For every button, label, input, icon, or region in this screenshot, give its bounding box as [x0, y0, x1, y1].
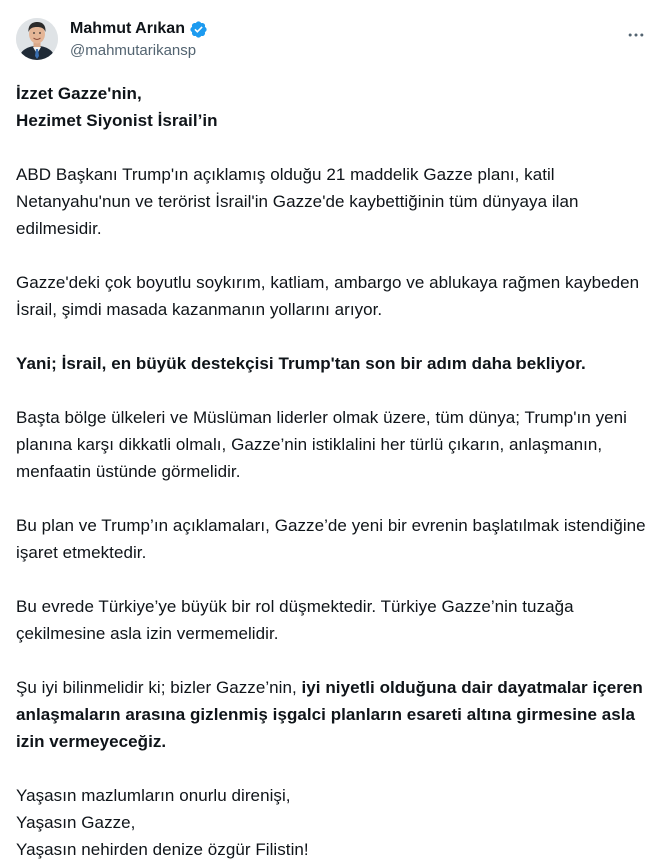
closing: [16, 782, 655, 863]
avatar[interactable]: [16, 18, 58, 60]
display-name[interactable]: Mahmut Arıkan: [70, 20, 185, 37]
paragraph-5: Bu plan ve Trump’ın açıklamaları, Gazze’de yeni bir evrenin başlatılmak istendiğine işaret etmektedir.: [16, 516, 646, 562]
paragraph-7: [16, 674, 655, 755]
paragraph-7-normal: Şu iyi bilinmelidir ki; bizler Gazze’nin,: [16, 678, 302, 697]
paragraph-4: Başta bölge ülkeleri ve Müslüman liderler olmak üzere, tüm dünya; Trump'ın yeni planına karşı dikkatli olmalı, Gazze’nin istiklalini her türlü çıkarın, anlaşmanın, menfaatin üstünde görmelidir.: [16, 408, 627, 481]
verified-badge-icon[interactable]: [189, 20, 208, 39]
author-info: [70, 18, 208, 61]
more-horizontal-icon: [626, 25, 646, 45]
tweet-title: [16, 80, 655, 134]
paragraph-3: Yani; İsrail, en büyük destekçisi Trump'tan son bir adım daha bekliyor.: [16, 354, 586, 373]
title-line-1: İzzet Gazze'nin,: [16, 84, 142, 103]
paragraph-6: Bu evrede Türkiye’ye büyük bir rol düşmektedir. Türkiye Gazze’nin tuzağa çekilmesine asla izin vermemelidir.: [16, 597, 574, 643]
closing-line-3: Yaşasın nehirden denize özgür Filistin!: [16, 840, 309, 859]
paragraph-2: Gazze'deki çok boyutlu soykırım, katliam, ambargo ve ablukaya rağmen kaybeden İsrail, şimdi masada kazanmanın yollarını arıyor.: [16, 273, 640, 319]
handle[interactable]: @mahmutarikansp: [70, 42, 197, 59]
more-options-button[interactable]: [619, 18, 653, 52]
tweet-text: [16, 80, 655, 863]
paragraph-7-bold: iyi niyetli olduğuna dair dayatmalar içeren anlaşmaların arasına gizlenmiş işgalci planların esareti altına girmesine asla izin vermeyeceğiz.: [16, 678, 643, 751]
tweet-header: [16, 14, 653, 70]
closing-line-2: Yaşasın Gazze,: [16, 813, 136, 832]
name-row: [70, 18, 208, 40]
title-line-2: Hezimet Siyonist İsrail’in: [16, 111, 218, 130]
avatar-photo: [16, 18, 58, 60]
closing-line-1: Yaşasın mazlumların onurlu direnişi,: [16, 786, 291, 805]
paragraph-1: ABD Başkanı Trump'ın açıklamış olduğu 21 maddelik Gazze planı, katil Netanyahu'nun ve terörist İsrail'in Gazze'de kaybettiğinin tüm dünyaya ilan edilmesidir.: [16, 165, 579, 238]
